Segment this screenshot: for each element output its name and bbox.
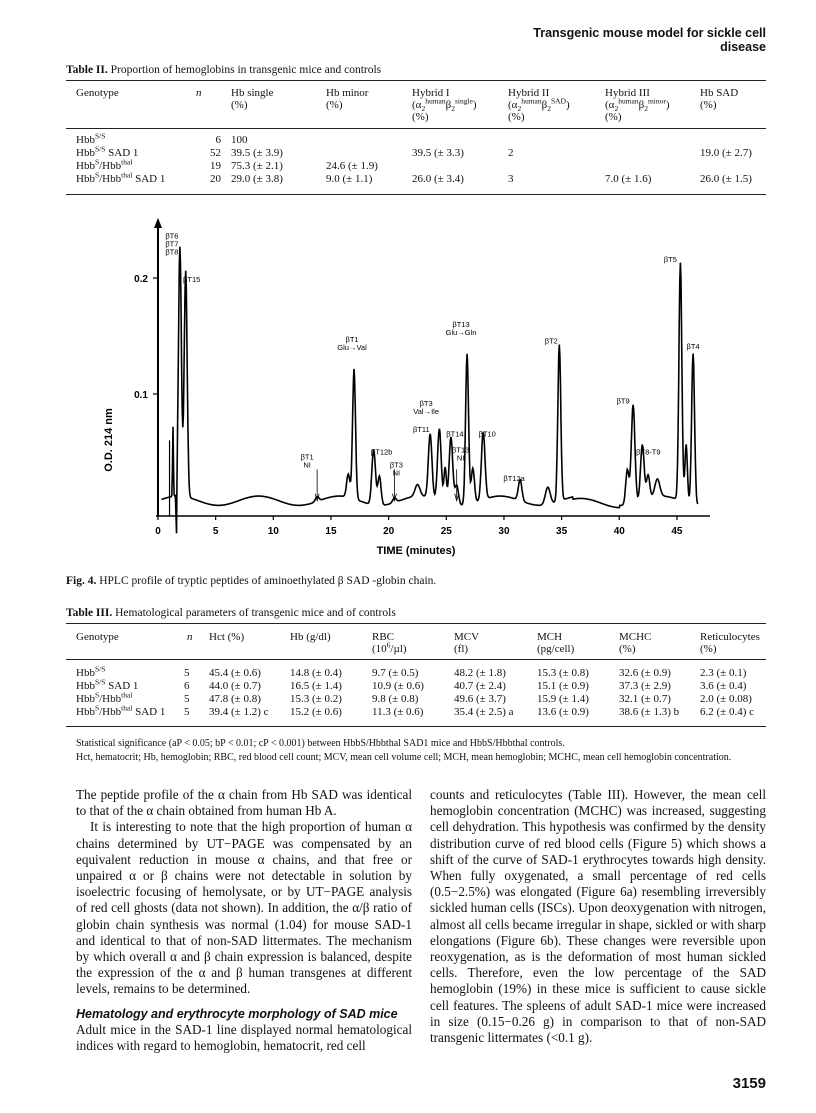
peak-label: βT12a <box>503 474 525 484</box>
table2-body <box>76 131 766 186</box>
t2-h-hybrid1: Hybrid I $(\alpha_2^{human}\beta_2^{single})$ (%) <box>412 87 477 123</box>
y-tick-label: 0.1 <box>134 390 148 401</box>
left-column <box>76 787 412 1054</box>
peak-label: βT1 NI <box>300 452 314 470</box>
t2-h-hybrid3: Hybrid III $(\alpha_2^{human}\beta_2^{minor})$ (%) <box>605 87 670 123</box>
paragraph: It is interesting to note that the high proportion of human α chains determined by UT−PAGE was compensated by an equivalent reduction in mouse α chains, and that free or unpaired α or β chains were not detectable in solution by isoelectric focusing of hemolysate, or by UT−PAGE analysis of red cell ghosts (data not shown). In addition, the α/β ratio of globin chain synthesis was normal (1.04) for mouse SAD-1 and identical to that of non-SAD littermates. The mechanism by which overall α and β chain expression is balanced, despite the expression of the α and β human transgenes at different levels, remains to be determined. <box>76 819 412 997</box>
peak-label: βT10 <box>478 429 496 439</box>
peak-label: βT11 <box>413 425 430 435</box>
y-axis-label: O.D. 214 nm <box>103 408 115 472</box>
x-tick-label: 25 <box>440 526 452 537</box>
table3-body <box>76 664 766 719</box>
x-tick-label: 45 <box>671 526 683 537</box>
x-tick-label: 20 <box>383 526 395 537</box>
table3-footnote-abbrev: Hct, hematocrit; Hb, hemoglobin; RBC, red blood cell count; MCV, mean cell volume cell; MCH, mean hemoglobin; MCHC, mean cell hemoglobin concentration. <box>76 752 732 763</box>
running-header: Transgenic mouse model for sickle cell disease <box>533 26 766 54</box>
page-number: 3159 <box>732 1075 766 1092</box>
peak-label: βT3 NI <box>389 460 403 478</box>
peak-label: βT14 <box>446 429 464 439</box>
x-tick-label: 15 <box>325 526 337 537</box>
y-tick-label: 0.2 <box>134 274 148 285</box>
t3-h-genotype: Genotype <box>76 631 119 643</box>
hplc-chart <box>100 210 740 560</box>
peak-label: βT15 <box>183 274 201 284</box>
table-row: Hbb$^S$/Hbb$^{thal}$ SAD 1 20 29.0 (± 3.8) 9.0 (± 1.1) 26.0 (± 3.4) 3 7.0 (± 1.6) 26.0 (± 1.5) <box>76 170 752 185</box>
peak-label: βT9 <box>616 396 630 406</box>
chromatogram-trace <box>162 247 698 534</box>
peak-label: βT8-T9 <box>636 447 661 457</box>
peak-label: βT3 Val→Ile <box>413 399 440 417</box>
x-tick-label: 5 <box>212 526 219 537</box>
table3-caption: Table III. Hematological parameters of transgenic mice and of controls <box>66 607 396 619</box>
peak-label: βT1 Glu→Val <box>337 335 367 353</box>
t2-h-hybrid2: Hybrid II $(\alpha_2^{human}\beta_2^{SAD})$ (%) <box>508 87 570 123</box>
t2-h-minor: Hb minor (%) <box>326 87 369 111</box>
table-row: Hbb$^S$/Hbb$^{thal}$ SAD 1 5 39.4 (± 1.2) c 15.2 (± 0.6) 11.3 (± 0.6) 35.4 (± 2.5) a 13.6 (± 0.9) 38.6 (± 1.3) b 6.2 (± 0.4) c <box>76 703 754 718</box>
paragraph: The peptide profile of the α chain from Hb SAD was identical to that of the α chain obtained from human Hb A. <box>76 787 412 819</box>
table-row: Hbb$^S$/Hbb$^{thal}$ 5 47.8 (± 0.8) 15.3 (± 0.2) 9.8 (± 0.8) 49.6 (± 3.7) 15.9 (± 1.4) 32.1 (± 0.7) 2.0 (± 0.08) <box>76 690 752 705</box>
peak-label: βT2 <box>544 336 558 346</box>
section-heading: Hematology and erythrocyte morphology of SAD mice <box>76 1006 398 1021</box>
table-row: Hbb$^{S/S}$ 5 45.4 (± 0.6) 14.8 (± 0.4) 9.7 (± 0.5) 48.2 (± 1.8) 15.3 (± 0.8) 32.6 (± 0.9) 2.3 (± 0.1) <box>76 664 747 679</box>
t3-h-hct: Hct (%) <box>209 631 245 643</box>
paragraph: counts and reticulocytes (Table III). However, the mean cell hemoglobin concentration (MCHC) was increased, suggesting cell dehydration. This hypothesis was confirmed by the density distribution curve of red blood cells (Figure 5) which shows a shift of the curve of SAD-1 erythrocytes towards high density. When fully oxygenated, a small percentage of red cells (0.5−2.5%) was elongated (Figure 6a) resembling irreversibly sickled human cells (ISCs). Upon deoxygenation with nitrogen, almost all cells became irregular in shape, sickled or with sharp elongations (Figure 6b). These changes were reversible upon reoxygenation, as is the deformation of most human sickled cells. Therefore, even the low percentage of the SAD hemoglobin (19%) in these mice is sufficient to cause sickle cell features. The spleens of adult SAD-1 mice were increased in size (0.15−0.26 g) in comparison to that of non-SAD transgenic littermates (<0.1 g). <box>430 787 766 1046</box>
paragraph: Adult mice in the SAD-1 line displayed normal hematological indices with regard to hemoglobin, hematocrit, red cell <box>76 1021 412 1054</box>
table-row: Hbb$^{S/S}$ SAD 1 52 39.5 (± 3.9) 39.5 (± 3.3) 2 19.0 (± 2.7) <box>76 144 752 159</box>
x-tick-label: 0 <box>155 526 161 537</box>
t2-h-sad: Hb SAD (%) <box>700 87 739 111</box>
peak-label: βT5 <box>663 255 677 265</box>
peak-label: βT6 βT7 βT8 <box>165 231 179 257</box>
t2-h-single: Hb single (%) <box>231 87 274 111</box>
t3-h-ret: Reticulocytes (%) <box>700 631 760 655</box>
right-column <box>430 787 766 1046</box>
x-tick-label: 35 <box>556 526 568 537</box>
t3-h-mcv: MCV (fl) <box>454 631 480 655</box>
peak-label: βT13 NI <box>452 445 470 463</box>
t2-h-n: n <box>196 87 202 99</box>
table2-caption: Table II. Proportion of hemoglobins in transgenic mice and controls <box>66 64 382 76</box>
t3-h-mch: MCH (pg/cell) <box>537 631 575 655</box>
x-axis-label: TIME (minutes) <box>376 545 456 557</box>
y-axis-arrow <box>154 218 162 228</box>
t3-h-rbc: RBC $(10^6/\mu l)$ <box>372 631 407 655</box>
x-tick-label: 30 <box>498 526 510 537</box>
t3-h-hb: Hb (g/dl) <box>290 631 331 643</box>
t2-h-genotype: Genotype <box>76 87 119 99</box>
x-tick-label: 10 <box>267 526 279 537</box>
t3-h-n: n <box>187 631 193 643</box>
peak-label: βT4 <box>686 342 700 352</box>
table-row: Hbb$^{S/S}$ SAD 1 6 44.0 (± 0.7) 16.5 (± 1.4) 10.9 (± 0.6) 40.7 (± 2.4) 15.1 (± 0.9) 37.3 (± 2.9) 3.6 (± 0.4) <box>76 677 747 692</box>
table3-footnote-significance: Statistical significance (aP < 0.05; bP < 0.01; cP < 0.001) between HbbS/Hbbthal SAD1 mice and HbbS/Hbbthal controls. <box>76 738 565 749</box>
table-row: Hbb$^{S/S}$ 6 100 <box>76 131 248 146</box>
table-row: Hbb$^S$/Hbb$^{thal}$ 19 75.3 (± 2.1) 24.6 (± 1.9) <box>76 157 378 172</box>
x-tick-label: 40 <box>613 526 625 537</box>
t3-h-mchc: MCHC (%) <box>619 631 652 655</box>
figure-caption: Fig. 4. HPLC profile of tryptic peptides of aminoethylated β SAD -globin chain. <box>66 575 437 587</box>
peak-label: βT12b <box>370 447 393 457</box>
peak-label: βT13 Glu→Gln <box>445 320 477 338</box>
